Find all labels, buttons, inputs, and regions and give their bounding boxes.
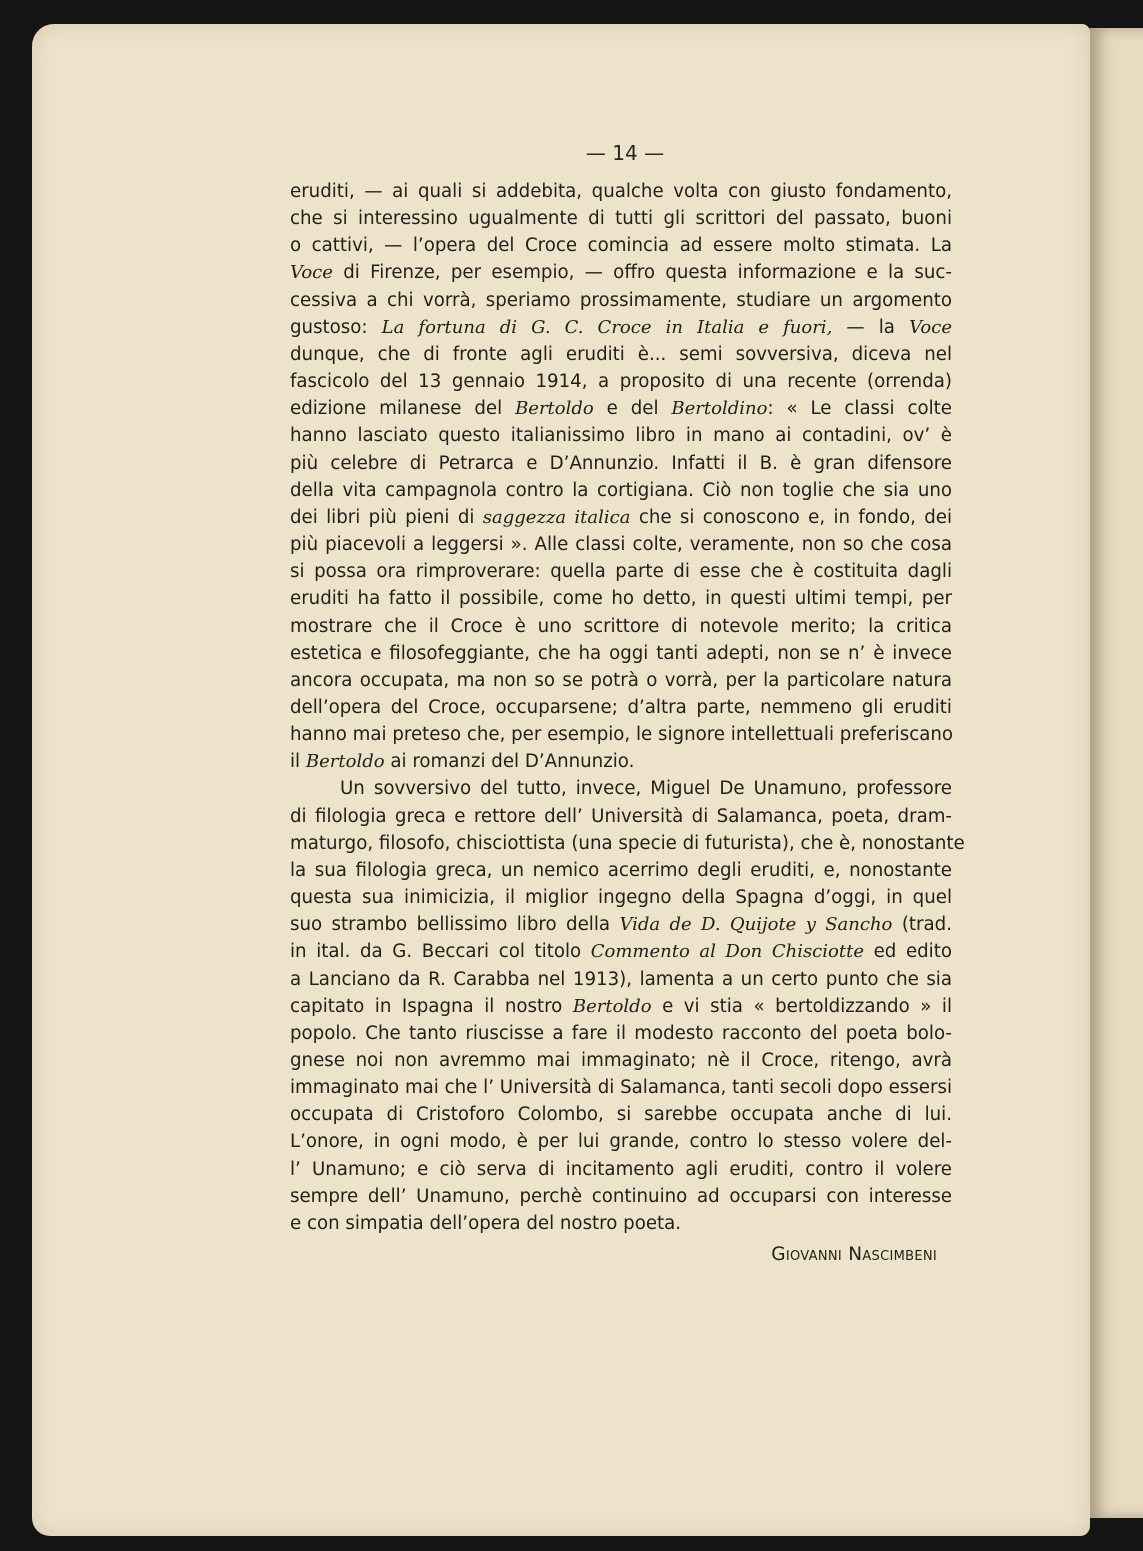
text-run: popolo. Che tanto riuscisse a fare il modesto racconto del poeta bolo-: [290, 1022, 952, 1044]
text-line: [290, 1128, 952, 1155]
text-line: [290, 585, 952, 612]
facing-page-edge: [1088, 28, 1143, 1518]
text-run: estetica e filosofeggiante, che ha oggi tanti adepti, non se n’ è invece: [290, 642, 952, 664]
text-line: [290, 748, 952, 775]
text-run: più piacevoli a leggersi ». Alle classi colte, veramente, non so che cosa: [290, 534, 952, 556]
text-line: [290, 368, 952, 395]
text-line: [290, 314, 952, 341]
text-run: di filologia greca e rettore dell’ Università di Salamanca, poeta, dram-: [290, 805, 952, 827]
text-line: [290, 857, 952, 884]
text-run: a Lanciano da R. Carabba nel 1913), lamenta a un certo punto che sia: [290, 968, 952, 990]
italic-text: Bertoldo: [572, 995, 652, 1017]
text-run: — la: [832, 316, 910, 338]
page-number: — 14 —: [585, 141, 665, 165]
text-run: maturgo, filosofo, chisciottista (una specie di futurista), che è, nonostante: [290, 832, 965, 854]
text-run: più celebre di Petrarca e D’Annunzio. Infatti il B. è gran difensore: [290, 452, 952, 474]
text-run: L’onore, in ogni modo, è per lui grande, contro lo stesso volere del-: [290, 1131, 952, 1153]
text-line: [290, 450, 952, 477]
text-run: mostrare che il Croce è uno scrittore di notevole merito; la critica: [290, 615, 952, 637]
text-run: occupata di Cristoforo Colombo, si sarebbe occupata anche di lui.: [290, 1104, 952, 1126]
text-run: ancora occupata, ma non so se potrà o vorrà, per la particolare natura: [290, 669, 952, 691]
text-line: [290, 341, 952, 368]
text-line: [290, 938, 952, 965]
text-line: [290, 1074, 952, 1101]
text-line: [290, 966, 952, 993]
text-run: Un sovversivo del tutto, invece, Miguel De Unamuno, professore: [340, 778, 952, 800]
text-run: la sua filologia greca, un nemico acerrimo degli eruditi, e, nonostante: [290, 859, 952, 881]
text-run: questa sua inimicizia, il miglior ingegno della Spagna d’oggi, in quel: [290, 887, 952, 909]
text-run: ed edito: [863, 941, 952, 963]
text-line: [290, 803, 952, 830]
text-run: sempre dell’ Unamuno, perchè continuino ad occuparsi con interesse: [290, 1185, 952, 1207]
text-run: suo strambo bellissimo libro della: [290, 914, 620, 936]
text-run: ai romanzi del D’Annunzio.: [384, 751, 635, 773]
text-run: dei libri più pieni di: [290, 506, 483, 528]
italic-text: Bertoldino: [671, 398, 768, 420]
italic-text: Commento al Don Chisciotte: [590, 941, 864, 963]
text-run: o cattivi, — l’opera del Croce comincia ad essere molto stimata. La: [290, 235, 952, 257]
text-line: [290, 558, 952, 585]
text-line: [290, 993, 952, 1020]
text-run: eruditi, — ai quali si addebita, qualche volta con giusto fondamento,: [290, 181, 952, 202]
text-line: [290, 287, 952, 314]
text-run: cessiva a chi vorrà, speriamo prossimamente, studiare un argomento: [290, 289, 952, 311]
text-line: [290, 721, 952, 748]
text-line: [290, 232, 952, 259]
text-run: dell’opera del Croce, occuparsene; d’altra parte, nemmeno gli eruditi: [290, 696, 952, 718]
text-line: [290, 259, 952, 286]
text-run: immaginato mai che l’ Università di Salamanca, tanti secoli dopo essersi: [290, 1077, 952, 1099]
italic-text: La fortuna di G. C. Croce in Italia e fuori,: [381, 316, 833, 338]
text-run: il: [290, 751, 306, 773]
text-line: [290, 1210, 952, 1237]
text-run: gnese noi non avremmo mai immaginato; nè il Croce, ritengo, avrà: [290, 1050, 952, 1071]
text-run: e vi stia « bertoldizzando » il: [651, 995, 952, 1017]
text-run: : « Le classi colte: [767, 398, 952, 420]
text-line: [290, 422, 952, 449]
text-line: [290, 667, 952, 694]
text-run: eruditi ha fatto il possibile, come ho detto, in questi ultimi tempi, per: [290, 588, 952, 610]
text-line: [290, 504, 952, 531]
italic-text: Vida de D. Quijote y Sancho: [619, 914, 893, 936]
text-line: [290, 613, 952, 640]
text-line: [290, 531, 952, 558]
text-line: [290, 830, 965, 857]
text-run: di Firenze, per esempio, — offro questa informazione e la suc-: [332, 262, 952, 284]
text-line: [290, 884, 952, 911]
text-line: [290, 205, 952, 232]
text-line: [290, 775, 952, 802]
text-run: edizione milanese del: [290, 398, 516, 420]
text-run: e con simpatia dell’opera del nostro poeta.: [290, 1212, 682, 1234]
text-run: l’ Unamuno; e ciò serva di incitamento agli eruditi, contro il volere: [290, 1158, 952, 1180]
italic-text: Voce: [290, 262, 333, 284]
text-line: [290, 1101, 952, 1128]
text-line: [290, 178, 952, 205]
text-line: [290, 640, 952, 667]
text-line: [290, 694, 952, 721]
text-line: [290, 1156, 952, 1183]
text-line: [290, 1020, 952, 1047]
italic-text: saggezza italica: [482, 506, 631, 528]
text-run: (trad.: [892, 914, 952, 936]
text-run: della vita campagnola contro la cortigiana. Ciò non toglie che sia uno: [290, 479, 952, 501]
text-run: si possa ora rimproverare: quella parte di esse che è costituita dagli: [290, 561, 952, 583]
text-run: dunque, che di fronte agli eruditi è... semi sovversiva, diceva nel: [290, 343, 952, 365]
text-line: [290, 1047, 952, 1074]
italic-text: Bertoldo: [515, 398, 594, 420]
body-text: [290, 178, 965, 1237]
text-run: e del: [593, 398, 672, 420]
text-run: capitato in Ispagna il nostro: [290, 995, 573, 1017]
text-run: hanno lasciato questo italianissimo libro in mano ai contadini, ov’ è: [290, 425, 952, 447]
text-run: che si conoscono e, in fondo, dei: [630, 506, 953, 528]
text-run: gustoso:: [290, 316, 382, 338]
text-run: in ital. da G. Beccari col titolo: [290, 941, 591, 963]
text-run: fascicolo del 13 gennaio 1914, a proposito di una recente (orrenda): [290, 371, 952, 393]
italic-text: Bertoldo: [305, 751, 385, 773]
author-signature: Giovanni Nascimbeni: [771, 1244, 937, 1265]
text-line: [290, 395, 952, 422]
text-run: hanno mai preteso che, per esempio, le signore intellettuali preferiscano: [290, 724, 954, 746]
text-line: [290, 477, 952, 504]
text-line: [290, 1183, 952, 1210]
italic-text: Voce: [909, 316, 952, 338]
text-run: che si interessino ugualmente di tutti gli scrittori del passato, buoni: [290, 208, 952, 230]
text-line: [290, 911, 952, 938]
